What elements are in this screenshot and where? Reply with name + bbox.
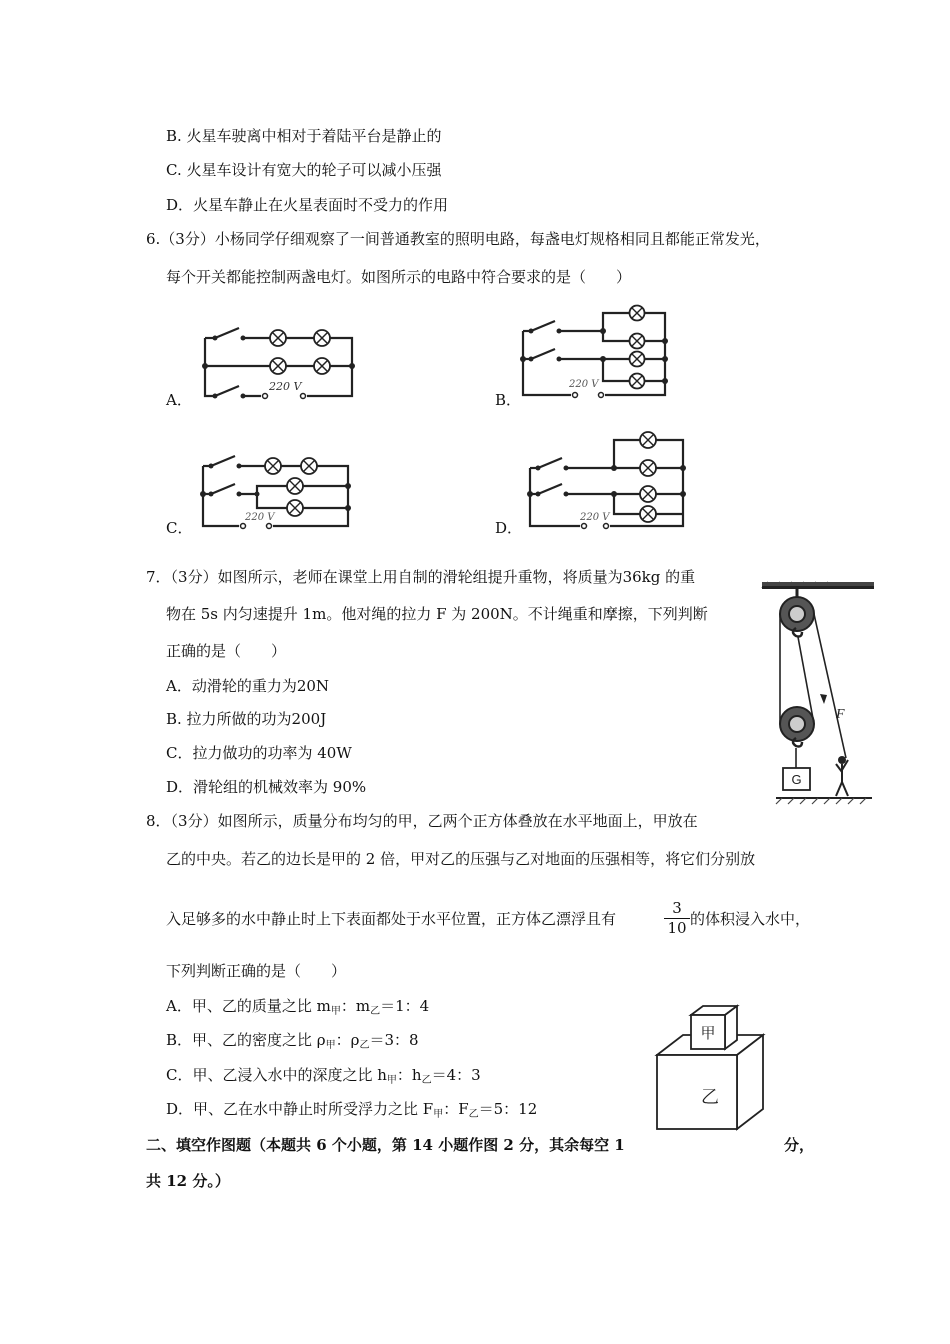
section2-title-line2: 共 12 分。） (146, 1172, 230, 1190)
q6-label-d: D． (495, 519, 523, 537)
q6-label-c: C． (166, 519, 193, 537)
circuit-diagram-a (195, 322, 365, 402)
q8-option-c: C．甲、乙浸入水中的深度之比 $h_甲$：$h_乙=4$：3 (166, 1066, 481, 1086)
pulley-system-figure (762, 582, 874, 810)
circuit-diagram-c (195, 452, 365, 532)
section2-title-line1-end: 分， (784, 1136, 815, 1154)
q5-option-c: C. 火星车设计有宽大的轮子可以减小压强 (166, 161, 442, 179)
q8-stem-line3a: 入足够多的水中静止时上下表面都处于水平位置，正方体乙漂浮且有 (166, 910, 617, 928)
q8-option-b: B．甲、乙的密度之比 $\rho_甲$：$\rho_乙=3$：8 (166, 1031, 419, 1051)
circuit-diagram-b (515, 305, 675, 405)
cube-jia-label: 甲 (700, 1024, 716, 1042)
section2-title-line1: 二、填空作图题（本题共 6 个小题，第 14 小题作图 2 分，其余每空 1 (146, 1136, 625, 1154)
fraction-denominator: 10 (667, 919, 687, 937)
q8-stem-line3b: 的体积浸入水中， (690, 910, 811, 928)
q6-label-b: B． (495, 391, 522, 409)
q7-stem-line2: 物在 5s 内匀速提升 1m。他对绳的拉力 F 为 200N。不计绳重和摩擦，下列判断 (166, 605, 708, 623)
q7-option-d: D．滑轮组的机械效率为 90% (166, 778, 367, 796)
q6-stem-line1: 6.（3分）小杨同学仔细观察了一间普通教室的照明电路，每盏电灯规格相同且都能正常发光， (146, 230, 770, 248)
q7-stem-line3: 正确的是（ ） (166, 642, 287, 660)
q7-option-c: C．拉力做功的功率为 40W (166, 744, 352, 762)
q7-stem-line1: 7．（3分）如图所示，老师在课堂上用自制的滑轮组提升重物，将质量为36kg 的重 (146, 568, 696, 586)
q6-label-a: A． (166, 391, 192, 409)
fraction (664, 900, 690, 937)
q8-stem-line2: 乙的中央。若乙的边长是甲的 2 倍，甲对乙的压强与乙对地面的压强相等，将它们分别放 (166, 850, 756, 868)
q7-option-a: A．动滑轮的重力为20N (166, 677, 330, 695)
q8-stem-line4: 下列判断正确的是（ ） (166, 962, 347, 980)
q5-option-d: D．火星车静止在火星表面时不受力的作用 (166, 196, 449, 214)
q7-option-b: B. 拉力所做的功为200J (166, 710, 327, 728)
q8-option-d: D．甲、乙在水中静止时所受浮力之比 $F_甲$：$F_乙=5$：12 (166, 1100, 538, 1120)
weight-label: G (791, 772, 802, 787)
q8-option-a: A．甲、乙的质量之比 $m_甲$：$m_乙=1$：4 (166, 997, 430, 1017)
voltage-label: 220 V (269, 380, 302, 393)
fraction-numerator: 3 (672, 899, 682, 917)
svg-text:220 V: 220 V (580, 512, 610, 523)
q6-stem-line2: 每个开关都能控制两盏电灯。如图所示的电路中符合要求的是（ ） (166, 268, 632, 286)
circuit-diagram-d (520, 432, 690, 532)
force-label: F (836, 707, 845, 722)
stacked-cubes-figure (655, 1003, 771, 1133)
cube-yi-label: 乙 (701, 1087, 719, 1108)
q5-option-b: B. 火星车驶离中相对于着陆平台是静止的 (166, 127, 442, 145)
svg-text:220 V: 220 V (245, 512, 275, 523)
svg-text:220 V: 220 V (569, 379, 599, 390)
q8-stem-line1: 8．（3分）如图所示，质量分布均匀的甲，乙两个正方体叠放在水平地面上，甲放在 (146, 812, 698, 830)
